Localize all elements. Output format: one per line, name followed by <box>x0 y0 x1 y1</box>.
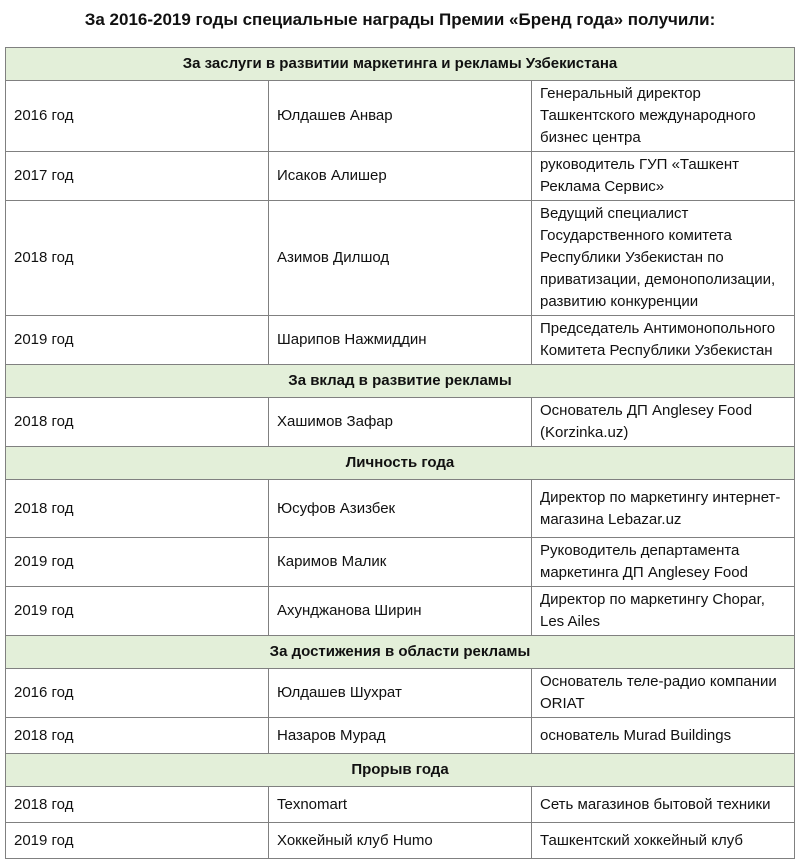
name-cell: Texnomart <box>269 787 532 823</box>
description-cell: основатель Murad Buildings <box>532 718 795 754</box>
table-row <box>6 787 795 823</box>
name-cell: Азимов Дилшод <box>269 201 532 316</box>
description-cell: Председатель Антимонопольного Комитета Республики Узбекистан <box>532 316 795 365</box>
year-cell: 2019 год <box>6 823 269 859</box>
name-cell: Юлдашев Шухрат <box>269 669 532 718</box>
name-cell: Юсуфов Азизбек <box>269 480 532 538</box>
name-cell: Каримов Малик <box>269 538 532 587</box>
table-row <box>6 316 795 365</box>
name-cell: Хоккейный клуб Humo <box>269 823 532 859</box>
year-cell: 2018 год <box>6 201 269 316</box>
description-cell: руководитель ГУП «Ташкент Реклама Сервис» <box>532 152 795 201</box>
awards-table <box>5 47 795 859</box>
name-cell: Шарипов Нажмиддин <box>269 316 532 365</box>
section-heading: За вклад в развитие рекламы <box>6 365 795 398</box>
table-row <box>6 81 795 152</box>
description-cell: Сеть магазинов бытовой техники <box>532 787 795 823</box>
section-header <box>6 636 795 669</box>
name-cell: Назаров Мурад <box>269 718 532 754</box>
name-cell: Ахунджанова Ширин <box>269 587 532 636</box>
description-cell: Директор по маркетингу Chopar, Les Ailes <box>532 587 795 636</box>
page-title: За 2016-2019 годы специальные награды Премии «Бренд года» получили: <box>84 10 716 29</box>
section-heading: За достижения в области рекламы <box>6 636 795 669</box>
year-cell: 2018 год <box>6 398 269 447</box>
section-heading: Личность года <box>6 447 795 480</box>
description-cell: Генеральный директор Ташкентского международного бизнес центра <box>532 81 795 152</box>
name-cell: Исаков Алишер <box>269 152 532 201</box>
section-header <box>6 754 795 787</box>
year-cell: 2016 год <box>6 81 269 152</box>
year-cell: 2017 год <box>6 152 269 201</box>
description-cell: Основатель теле-радио компании ORIAT <box>532 669 795 718</box>
table-row <box>6 480 795 538</box>
section-header <box>6 447 795 480</box>
year-cell: 2019 год <box>6 587 269 636</box>
section-header <box>6 365 795 398</box>
year-cell: 2018 год <box>6 718 269 754</box>
description-cell: Ведущий специалист Государственного комитета Республики Узбекистан по приватизации, демонополизации, развитию конкуренции <box>532 201 795 316</box>
table-row <box>6 669 795 718</box>
section-heading: Прорыв года <box>6 754 795 787</box>
year-cell: 2019 год <box>6 316 269 365</box>
name-cell: Хашимов Зафар <box>269 398 532 447</box>
section-heading: За заслуги в развитии маркетинга и рекламы Узбекистана <box>6 48 795 81</box>
description-cell: Ташкентский хоккейный клуб <box>532 823 795 859</box>
table-row <box>6 823 795 859</box>
table-row <box>6 398 795 447</box>
table-row <box>6 718 795 754</box>
name-cell: Юлдашев Анвар <box>269 81 532 152</box>
year-cell: 2018 год <box>6 480 269 538</box>
table-row <box>6 587 795 636</box>
description-cell: Руководитель департамента маркетинга ДП Anglesey Food <box>532 538 795 587</box>
table-row <box>6 538 795 587</box>
year-cell: 2016 год <box>6 669 269 718</box>
description-cell: Директор по маркетингу интернет-магазина Lebazar.uz <box>532 480 795 538</box>
table-row <box>6 152 795 201</box>
table-row <box>6 201 795 316</box>
section-header <box>6 48 795 81</box>
year-cell: 2018 год <box>6 787 269 823</box>
year-cell: 2019 год <box>6 538 269 587</box>
description-cell: Основатель ДП Anglesey Food (Korzinka.uz) <box>532 398 795 447</box>
